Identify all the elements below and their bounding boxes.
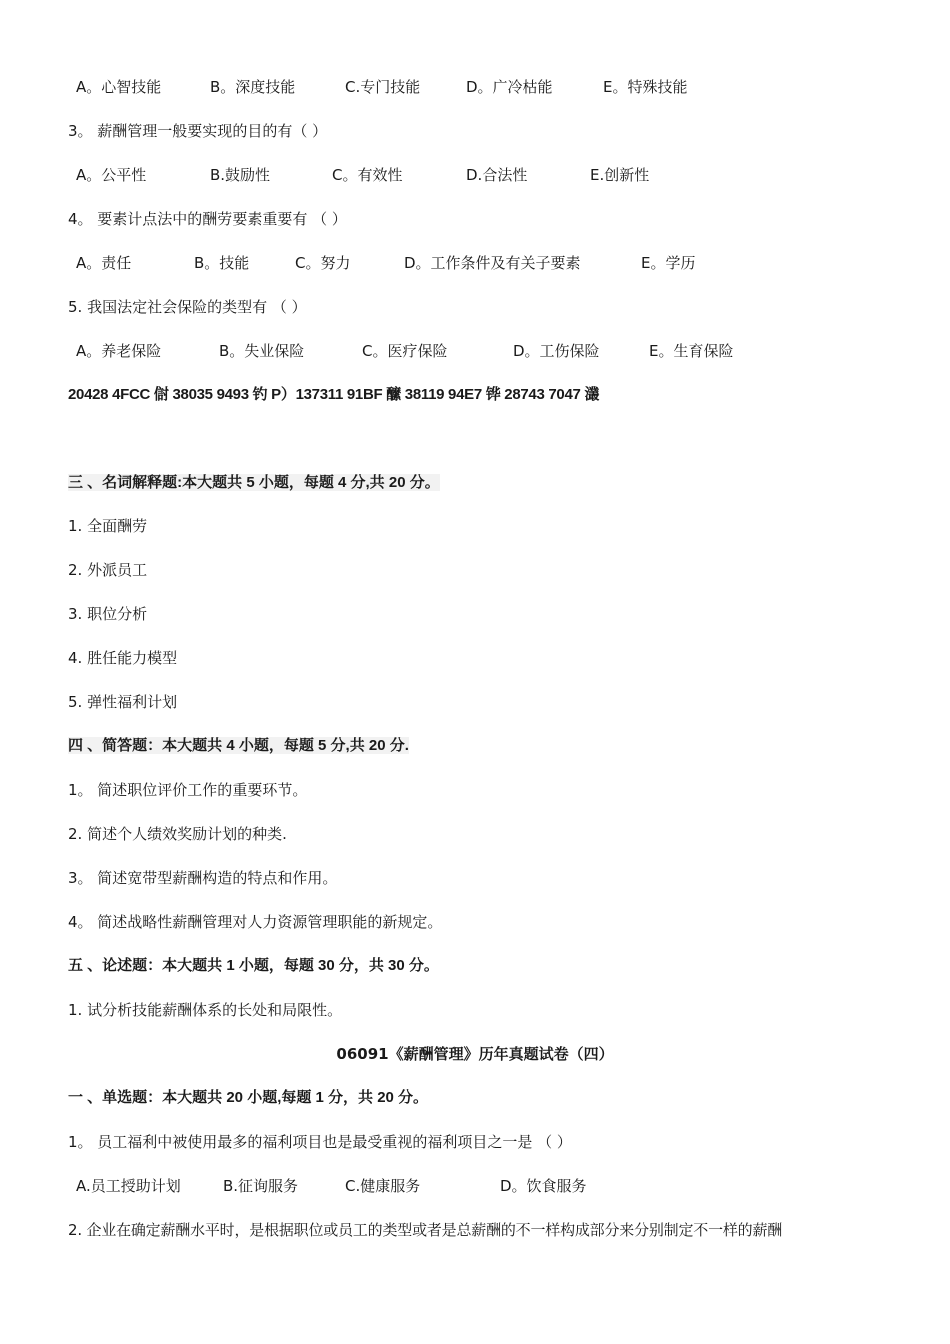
q2-option-a: A。心智技能 — [76, 78, 162, 96]
section4-item-4: 4。 简述战略性薪酬管理对人力资源管理职能的新规定。 — [68, 913, 443, 931]
q3-option-b: B.鼓励性 — [210, 166, 271, 184]
garbled-text-line: 20428 4FCC 傠 38035 9493 钓 P）137311 91BF 醿 38119 94E7 铧 28743 7047 灇 — [68, 386, 600, 403]
section1-q1-option-b: B.征询服务 — [223, 1177, 299, 1195]
section3-heading — [68, 473, 440, 493]
section3-item-1: 1. 全面酬劳 — [68, 517, 148, 535]
q2-option-e: E。特殊技能 — [603, 78, 688, 96]
q2-option-b: B。深度技能 — [210, 78, 296, 96]
section1-q1-option-d: D。饮食服务 — [500, 1177, 587, 1195]
section3-item-2: 2. 外派员工 — [68, 561, 148, 579]
q3-text: 3。 薪酬管理一般要实现的目的有（ ） — [68, 122, 328, 140]
q5-text: 5. 我国法定社会保险的类型有 （ ） — [68, 298, 307, 316]
section4-heading-text: 四 、简答题：本大题共 4 小题，每题 5 分,共 20 分. — [68, 737, 409, 754]
q2-option-c: C.专门技能 — [345, 78, 421, 96]
section1-q1-text: 1。 员工福利中被使用最多的福利项目也是最受重视的福利项目之一是 （ ） — [68, 1133, 572, 1151]
q5-option-b: B。失业保险 — [219, 342, 305, 360]
q4-text: 4。 要素计点法中的酬劳要素重要有 （ ） — [68, 210, 347, 228]
q5-option-c: C。医疗保险 — [362, 342, 448, 360]
section1-q1-option-c: C.健康服务 — [345, 1177, 421, 1195]
q4-option-e: E。学历 — [641, 254, 696, 272]
section5-heading: 五 、论述题：本大题共 1 小题，每题 30 分，共 30 分。 — [68, 957, 439, 974]
q3-option-e: E.创新性 — [590, 166, 650, 184]
q5-option-e: E。生育保险 — [649, 342, 734, 360]
section3-item-4: 4. 胜任能力模型 — [68, 649, 178, 667]
q5-option-d: D。工伤保险 — [513, 342, 600, 360]
q3-option-c: C。有效性 — [332, 166, 403, 184]
exam-title: 06091《薪酬管理》历年真题试卷（四） — [336, 1045, 614, 1063]
q2-option-d: D。广冷枯能 — [466, 78, 553, 96]
section4-item-2: 2. 简述个人绩效奖励计划的种类. — [68, 825, 287, 843]
q3-option-d: D.合法性 — [466, 166, 528, 184]
section3-item-3: 3. 职位分析 — [68, 605, 148, 623]
q4-option-d: D。工作条件及有关子要素 — [404, 254, 581, 272]
section4-item-3: 3。 简述宽带型薪酬构造的特点和作用。 — [68, 869, 338, 887]
section4-item-1: 1。 简述职位评价工作的重要环节。 — [68, 781, 308, 799]
section4-heading — [68, 736, 409, 756]
section1-heading: 一 、单选题：本大题共 20 小题,每题 1 分，共 20 分。 — [68, 1089, 429, 1106]
section3-item-5: 5. 弹性福利计划 — [68, 693, 178, 711]
section1-q2-text: 2. 企业在确定薪酬水平时，是根据职位或员工的类型或者是总薪酬的不一样构成部分来分别制定不一样的薪酬 — [68, 1221, 783, 1239]
q4-option-c: C。努力 — [295, 254, 351, 272]
q3-option-a: A。公平性 — [76, 166, 147, 184]
section3-heading-text: 三 、名词解释题:本大题共 5 小题，每题 4 分,共 20 分。 — [68, 474, 440, 491]
section1-q1-option-a: A.员工授助计划 — [76, 1177, 181, 1195]
section5-item-1: 1. 试分析技能薪酬体系的长处和局限性。 — [68, 1001, 343, 1019]
q4-option-b: B。技能 — [194, 254, 250, 272]
q5-option-a: A。养老保险 — [76, 342, 162, 360]
q4-option-a: A。责任 — [76, 254, 132, 272]
